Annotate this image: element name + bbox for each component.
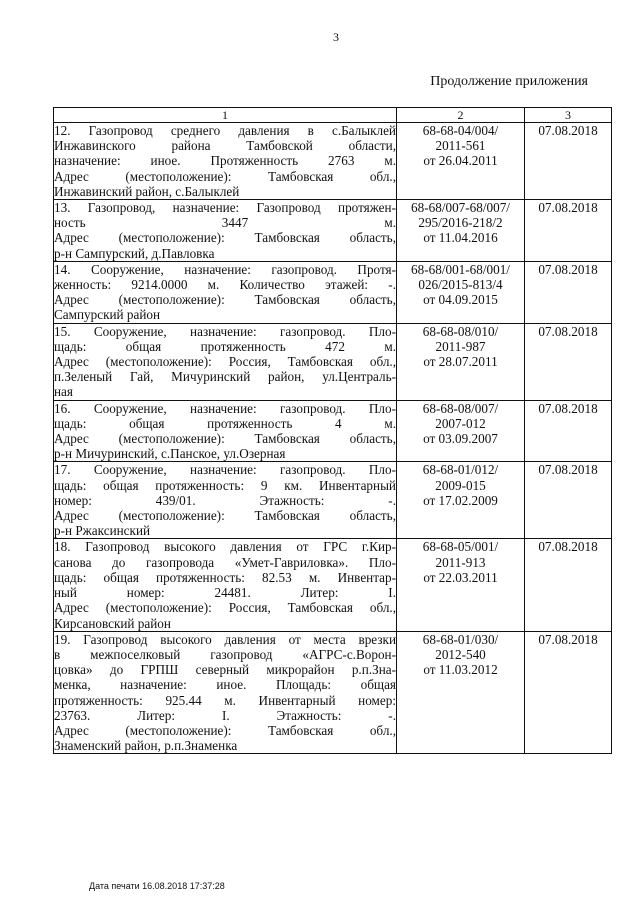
table-row bbox=[54, 200, 612, 262]
record-date: 07.08.2018 bbox=[525, 261, 612, 323]
description-line: р-н Ржаксинский bbox=[54, 523, 151, 539]
description-line: 14. Сооружение, назначение: газопровод. Протя- bbox=[54, 261, 396, 277]
object-description bbox=[54, 123, 397, 200]
column-header: 1 bbox=[54, 108, 397, 123]
object-description bbox=[54, 539, 397, 631]
description-line: Адрес (местоположение): Тамбовская обл., bbox=[54, 722, 396, 738]
registration-number bbox=[397, 539, 525, 631]
description-line: ность 3447 м. bbox=[54, 215, 396, 231]
registration-number bbox=[397, 462, 525, 539]
description-line: Инжавинский район, с.Балыклей bbox=[54, 183, 240, 199]
description-line: номер: 439/01. Этажность: -. bbox=[54, 492, 396, 508]
description-line: женность: 9214.0000 м. Количество этажей: -. bbox=[54, 277, 396, 293]
registration-line: 295/2016-218/2 bbox=[418, 215, 503, 231]
registration-number bbox=[397, 261, 525, 323]
object-description bbox=[54, 400, 397, 462]
registration-line: 026/2015-813/4 bbox=[418, 277, 503, 293]
record-date: 07.08.2018 bbox=[525, 631, 612, 754]
registration-line: 2009-015 bbox=[435, 477, 486, 493]
description-line: 18. Газопровод высокого давления от ГРС г.Кир- bbox=[54, 539, 396, 555]
registration-line: от 11.04.2016 bbox=[423, 230, 498, 246]
description-line: в межпоселковый газопровод «АГРС-с.Ворон- bbox=[54, 646, 396, 662]
record-date: 07.08.2018 bbox=[525, 400, 612, 462]
registration-line: 2011-561 bbox=[435, 138, 486, 154]
page-number: 3 bbox=[333, 30, 339, 44]
description-line: 15. Сооружение, назначение: газопровод. Пло- bbox=[54, 323, 396, 339]
description-line: р-н Мичуринский, с.Панское, ул.Озерная bbox=[54, 446, 286, 462]
registration-line: 68-68/001-68/001/ bbox=[411, 261, 510, 277]
description-line: 23763. Литер: I. Этажность: -. bbox=[54, 707, 396, 723]
registration-line: 68-68/007-68/007/ bbox=[411, 200, 510, 216]
object-description bbox=[54, 462, 397, 539]
object-description bbox=[54, 200, 397, 262]
record-date: 07.08.2018 bbox=[525, 200, 612, 262]
table-row bbox=[54, 323, 612, 400]
registration-line: 68-68-08/007/ bbox=[422, 400, 499, 416]
description-line: ная bbox=[54, 384, 73, 400]
description-line: 12. Газопровод среднего давления в с.Балыклей bbox=[54, 123, 396, 138]
registration-line: от 04.09.2015 bbox=[423, 292, 498, 308]
record-date: 07.08.2018 bbox=[525, 123, 612, 200]
description-line: 16. Сооружение, назначение: газопровод. Пло- bbox=[54, 400, 396, 416]
table-row bbox=[54, 123, 612, 200]
registration-number bbox=[397, 400, 525, 462]
table-row bbox=[54, 400, 612, 462]
registration-line: от 17.02.2009 bbox=[423, 492, 498, 508]
description-line: р-н Сампурский, д.Павловка bbox=[54, 245, 215, 261]
description-line: Адрес (местоположение): Тамбовская область, bbox=[54, 292, 396, 308]
description-line: 17. Сооружение, назначение: газопровод. Пло- bbox=[54, 462, 396, 478]
description-line: Инжавинского района Тамбовской области, bbox=[54, 138, 396, 154]
description-line: Адрес (местоположение): Тамбовская область, bbox=[54, 230, 396, 246]
description-line: санова до газопровода «Умет-Гавриловка». Пло- bbox=[54, 554, 396, 570]
description-line: щадь: общая протяженность: 9 км. Инвентарный bbox=[54, 477, 396, 493]
description-line: менка, назначение: иное. Площадь: общая bbox=[54, 677, 396, 693]
registration-line: от 28.07.2011 bbox=[423, 354, 498, 370]
description-line: Адрес (местоположение): Россия, Тамбовская обл., bbox=[54, 354, 396, 370]
record-date: 07.08.2018 bbox=[525, 539, 612, 631]
registration-line: 68-68-01/030/ bbox=[422, 631, 499, 647]
registration-line: от 03.09.2007 bbox=[423, 431, 498, 447]
description-line: цовка» до ГРПШ северный микрорайон р.п.Зна- bbox=[54, 662, 396, 678]
registration-number bbox=[397, 631, 525, 754]
record-date: 07.08.2018 bbox=[525, 462, 612, 539]
object-description bbox=[54, 323, 397, 400]
description-line: Адрес (местоположение): Россия, Тамбовская обл., bbox=[54, 600, 396, 616]
description-line: п.Зеленый Гай, Мичуринский район, ул.Централь- bbox=[54, 369, 396, 385]
description-line: назначение: иное. Протяженность 2763 м. bbox=[54, 153, 396, 169]
description-line: Кирсановский район bbox=[54, 615, 171, 631]
description-line: щадь: общая протяженность: 82.53 м. Инвентар- bbox=[54, 569, 396, 585]
registration-line: 68-68-04/004/ bbox=[422, 123, 499, 138]
continuation-title: Продолжение приложения bbox=[430, 74, 588, 89]
registration-line: 2012-540 bbox=[435, 646, 486, 662]
registration-line: от 26.04.2011 bbox=[423, 153, 498, 169]
registration-line: от 11.03.2012 bbox=[423, 662, 498, 678]
registration-line: 68-68-05/001/ bbox=[422, 539, 499, 555]
description-line: протяженность: 925.44 м. Инвентарный номер: bbox=[54, 692, 396, 708]
description-line: Адрес (местоположение): Тамбовская обл., bbox=[54, 168, 396, 184]
description-line: щадь: общая протяженность 472 м. bbox=[54, 338, 396, 354]
table-row bbox=[54, 631, 612, 754]
registration-number bbox=[397, 323, 525, 400]
table-row bbox=[54, 261, 612, 323]
registration-line: 68-68-08/010/ bbox=[422, 323, 499, 339]
table-row bbox=[54, 462, 612, 539]
registration-line: 2011-913 bbox=[435, 554, 486, 570]
registration-number bbox=[397, 200, 525, 262]
description-line: щадь: общая протяженность 4 м. bbox=[54, 415, 396, 431]
table-row bbox=[54, 539, 612, 631]
object-description bbox=[54, 631, 397, 754]
description-line: ный номер: 24481. Литер: I. bbox=[54, 585, 396, 601]
registration-line: 2007-012 bbox=[435, 415, 486, 431]
column-header: 2 bbox=[397, 108, 525, 123]
print-date: Дата печати 16.08.2018 17:37:28 bbox=[89, 881, 225, 891]
object-description bbox=[54, 261, 397, 323]
table-header-row bbox=[54, 108, 612, 123]
description-line: 13. Газопровод, назначение: Газопровод протяжен- bbox=[54, 200, 396, 216]
registration-line: 2011-987 bbox=[435, 338, 486, 354]
registration-line: от 22.03.2011 bbox=[423, 569, 498, 585]
registry-table bbox=[53, 107, 612, 754]
description-line: Знаменский район, р.п.Знаменка bbox=[54, 738, 238, 754]
description-line: 19. Газопровод высокого давления от места врезки bbox=[54, 631, 396, 647]
description-line: Адрес (местоположение): Тамбовская область, bbox=[54, 508, 396, 524]
record-date: 07.08.2018 bbox=[525, 323, 612, 400]
column-header: 3 bbox=[525, 108, 612, 123]
registration-line: 68-68-01/012/ bbox=[422, 462, 499, 478]
description-line: Сампурский район bbox=[54, 307, 161, 323]
registration-number bbox=[397, 123, 525, 200]
description-line: Адрес (местоположение): Тамбовская область, bbox=[54, 431, 396, 447]
